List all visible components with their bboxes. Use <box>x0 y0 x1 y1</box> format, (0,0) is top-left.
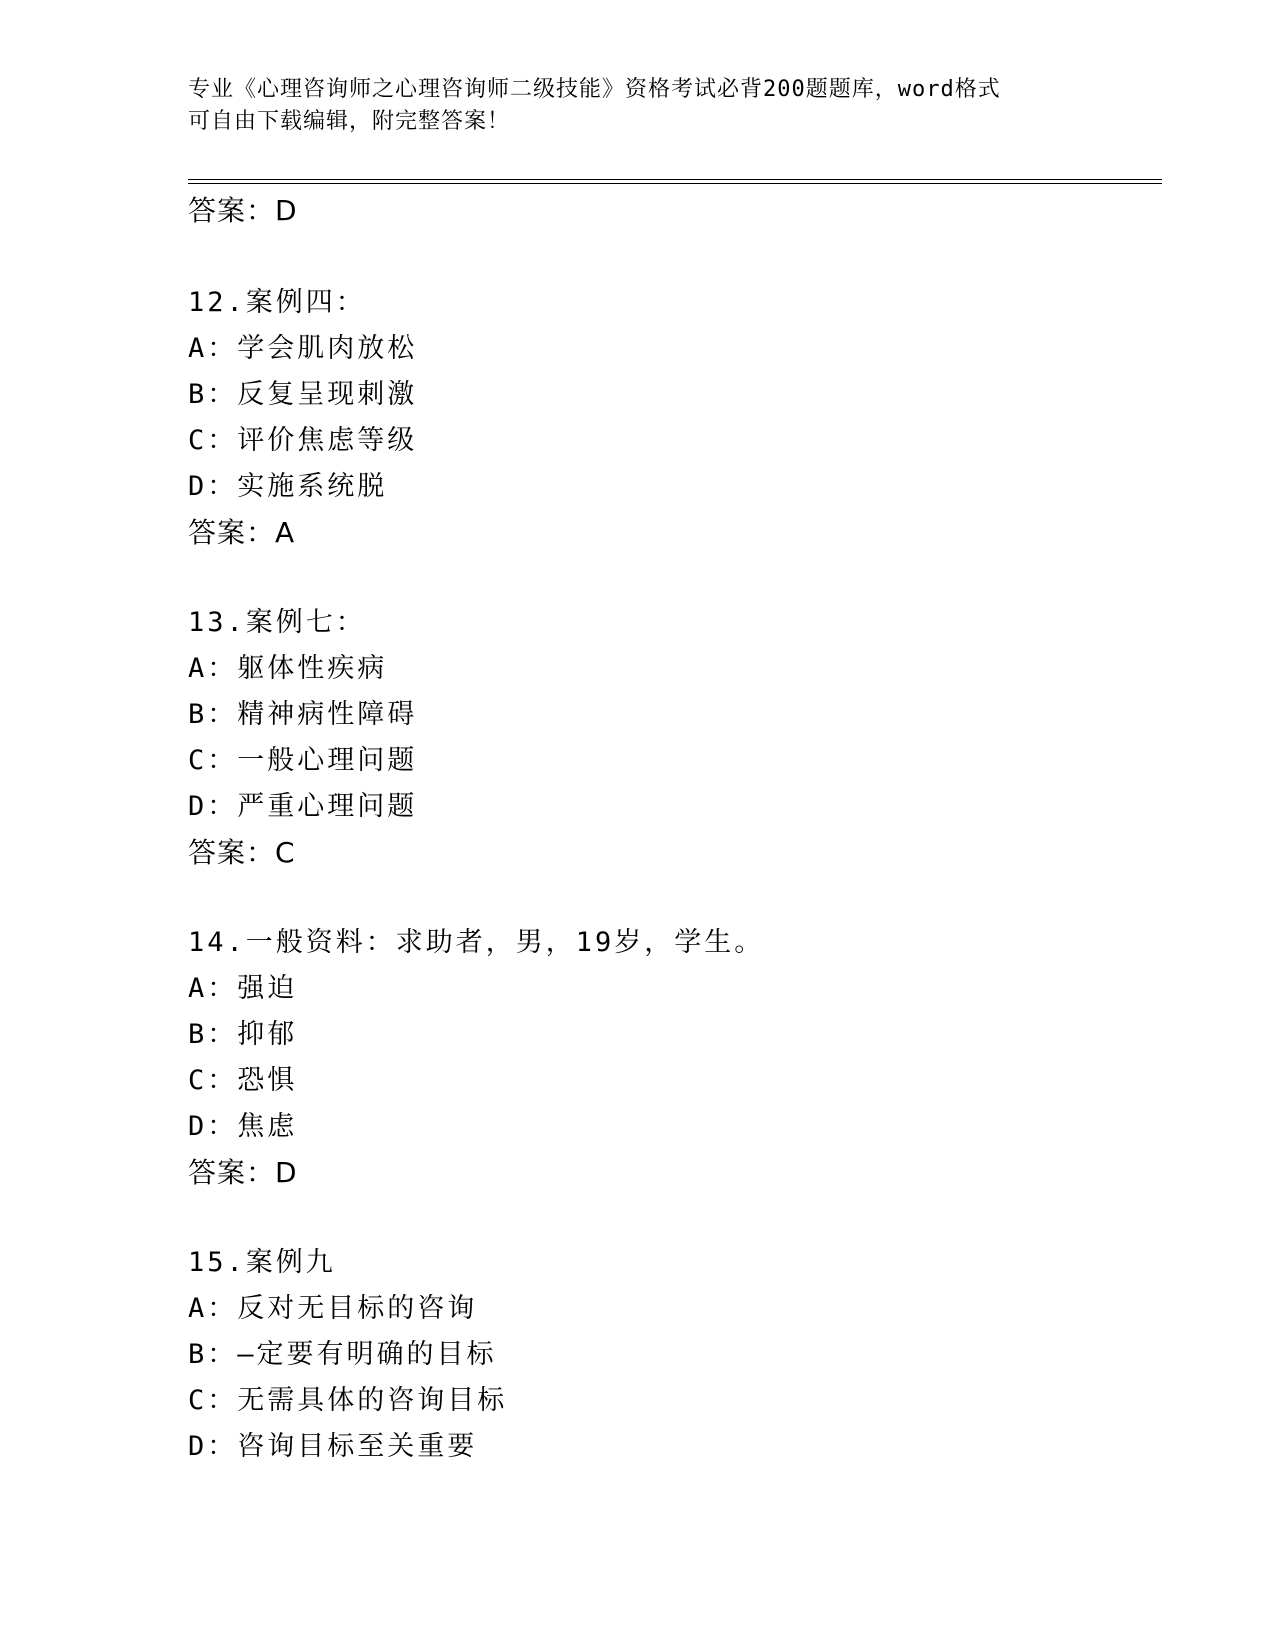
question-stem <box>188 600 1162 646</box>
question-text: 案例七： <box>245 607 366 638</box>
question-stem <box>188 920 1162 966</box>
option-d: D：焦虑 <box>188 1111 298 1142</box>
answer-line: 答案：D <box>188 1156 298 1189</box>
question-number: 12. <box>188 287 246 318</box>
header-line-1: 专业《心理咨询师之心理咨询师二级技能》资格考试必背200题题库，word格式 <box>188 77 1001 102</box>
question-list <box>188 188 1162 1470</box>
option-d: D：严重心理问题 <box>188 791 418 822</box>
question-block <box>188 600 1162 876</box>
question-number: 13. <box>188 607 246 638</box>
option-a: A：学会肌肉放松 <box>188 333 418 364</box>
answer-line: 答案：A <box>188 516 296 549</box>
option-b: B：抑郁 <box>188 1019 298 1050</box>
question-text: 案例九 <box>245 1247 336 1278</box>
question-number: 15. <box>188 1247 246 1278</box>
option-c: C：恐惧 <box>188 1065 298 1096</box>
question-stem <box>188 1240 1162 1286</box>
option-d: D：咨询目标至关重要 <box>188 1431 478 1462</box>
answer-label: 答案： <box>188 194 276 227</box>
question-stem <box>188 280 1162 326</box>
option-c: C：一般心理问题 <box>188 745 418 776</box>
question-block <box>188 280 1162 556</box>
question-number: 14. <box>188 927 246 958</box>
previous-answer <box>188 188 1162 236</box>
answer-line: 答案：C <box>188 836 296 869</box>
option-a: A：反对无目标的咨询 <box>188 1293 478 1324</box>
question-text: 一般资料：求助者，男，19岁，学生。 <box>245 927 765 958</box>
question-text: 案例四： <box>245 287 366 318</box>
document-header <box>188 74 1068 138</box>
question-block <box>188 920 1162 1196</box>
option-a: A：强迫 <box>188 973 298 1004</box>
header-divider <box>188 179 1162 184</box>
option-b: B：反复呈现刺激 <box>188 379 418 410</box>
answer-value: D <box>275 194 298 227</box>
option-b: B：精神病性障碍 <box>188 699 418 730</box>
option-c: C：无需具体的咨询目标 <box>188 1385 508 1416</box>
header-line-2: 可自由下载编辑，附完整答案！ <box>188 109 511 134</box>
option-a: A：躯体性疾病 <box>188 653 388 684</box>
option-d: D：实施系统脱 <box>188 471 388 502</box>
option-b: B：—定要有明确的目标 <box>188 1339 497 1370</box>
question-block <box>188 1240 1162 1470</box>
option-c: C：评价焦虑等级 <box>188 425 418 456</box>
